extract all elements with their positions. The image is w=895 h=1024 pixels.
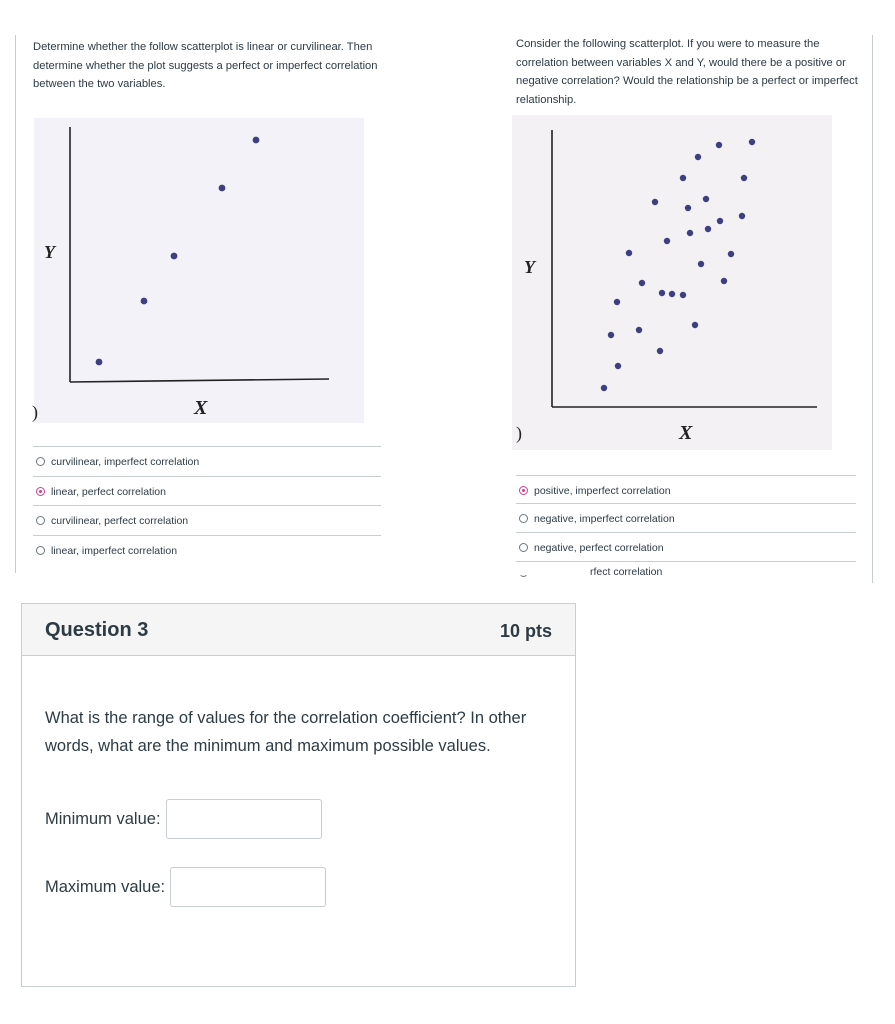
data-point bbox=[721, 278, 727, 284]
option-label: negative, perfect correlation bbox=[534, 541, 664, 554]
option-curvilinear-imperfect[interactable] bbox=[33, 446, 381, 476]
radio-button[interactable] bbox=[36, 516, 45, 525]
data-point bbox=[698, 261, 704, 267]
radio-button[interactable] bbox=[519, 568, 528, 577]
maximum-value-input[interactable] bbox=[170, 867, 326, 907]
side-marker: ) bbox=[32, 402, 38, 422]
data-point bbox=[695, 154, 701, 160]
radio-button[interactable] bbox=[36, 546, 45, 555]
data-point bbox=[636, 327, 642, 333]
data-point bbox=[687, 230, 693, 236]
data-point bbox=[219, 185, 226, 192]
data-point bbox=[685, 205, 691, 211]
question-points: 10 pts bbox=[499, 621, 552, 641]
data-point bbox=[728, 251, 734, 257]
data-point bbox=[680, 175, 686, 181]
data-point bbox=[639, 280, 645, 286]
option-label: positive, imperfect correlation bbox=[534, 484, 671, 497]
y-axis-label: Y bbox=[524, 257, 535, 277]
minimum-value-row bbox=[45, 799, 322, 839]
x-axis-label: X bbox=[194, 397, 208, 419]
data-point bbox=[739, 213, 745, 219]
data-point bbox=[615, 363, 621, 369]
data-point bbox=[749, 139, 755, 145]
data-point bbox=[601, 385, 607, 391]
option-linear-imperfect[interactable] bbox=[33, 535, 381, 565]
data-point bbox=[716, 142, 722, 148]
y-axis-label: Y bbox=[44, 242, 55, 262]
data-point bbox=[141, 298, 148, 305]
data-point bbox=[614, 299, 620, 305]
scatterplot-linear bbox=[34, 118, 364, 423]
data-point bbox=[652, 199, 658, 205]
x-axis-label: X bbox=[679, 422, 693, 444]
radio-button[interactable] bbox=[519, 514, 528, 523]
question-1-prompt: Determine whether the follow scatterplot is linear or curvilinear. Then determine whether the plot suggests a perfect or imperfect correlation between the two variables. bbox=[33, 41, 378, 90]
data-point bbox=[657, 348, 663, 354]
option-positive-imperfect[interactable] bbox=[516, 475, 856, 505]
option-positive-perfect-partial[interactable] bbox=[516, 561, 856, 582]
question-2-panel bbox=[509, 35, 873, 583]
maximum-value-row bbox=[45, 867, 326, 907]
option-label: linear, perfect correlation bbox=[51, 485, 166, 498]
option-label: rfect correlation bbox=[590, 566, 663, 578]
question-title: Question 3 bbox=[45, 619, 149, 641]
option-curvilinear-perfect[interactable] bbox=[33, 505, 381, 535]
side-marker: ) bbox=[516, 423, 522, 443]
option-label: curvilinear, imperfect correlation bbox=[51, 455, 200, 468]
data-point bbox=[626, 250, 632, 256]
data-point bbox=[608, 332, 614, 338]
question-3-prompt: What is the range of values for the correlation coefficient? In other words, what are the minimum and maximum possible values. bbox=[45, 709, 527, 755]
question-3-header bbox=[22, 604, 575, 656]
radio-button[interactable] bbox=[36, 457, 45, 466]
data-point bbox=[659, 290, 665, 296]
option-negative-imperfect[interactable] bbox=[516, 503, 856, 533]
option-label: linear, imperfect correlation bbox=[51, 544, 178, 557]
option-label: curvilinear, perfect correlation bbox=[51, 514, 189, 527]
data-point bbox=[253, 137, 260, 144]
data-point bbox=[171, 253, 178, 260]
option-negative-perfect[interactable] bbox=[516, 532, 856, 562]
data-point bbox=[717, 218, 723, 224]
radio-button[interactable] bbox=[519, 543, 528, 552]
data-point bbox=[741, 175, 747, 181]
scatterplot-positive bbox=[512, 115, 832, 450]
data-point bbox=[664, 238, 670, 244]
radio-button-selected[interactable] bbox=[36, 487, 45, 496]
data-point bbox=[96, 359, 103, 366]
data-point bbox=[692, 322, 698, 328]
question-1-panel bbox=[15, 35, 384, 573]
minimum-value-input[interactable] bbox=[166, 799, 322, 839]
minimum-value-label: Minimum value: bbox=[45, 809, 161, 828]
option-linear-perfect[interactable] bbox=[33, 476, 381, 506]
data-point bbox=[705, 226, 711, 232]
data-point bbox=[669, 291, 675, 297]
data-point bbox=[703, 196, 709, 202]
radio-button-selected[interactable] bbox=[519, 486, 528, 495]
question-2-prompt: Consider the following scatterplot. If you were to measure the correlation between variables X and Y, would there be a positive or negative correlation? Would the relationship be a perfect or imperfect relationship. bbox=[516, 38, 858, 106]
option-label: negative, imperfect correlation bbox=[534, 512, 675, 525]
data-point bbox=[680, 292, 686, 298]
maximum-value-label: Maximum value: bbox=[45, 877, 166, 896]
question-3-card bbox=[21, 603, 576, 987]
